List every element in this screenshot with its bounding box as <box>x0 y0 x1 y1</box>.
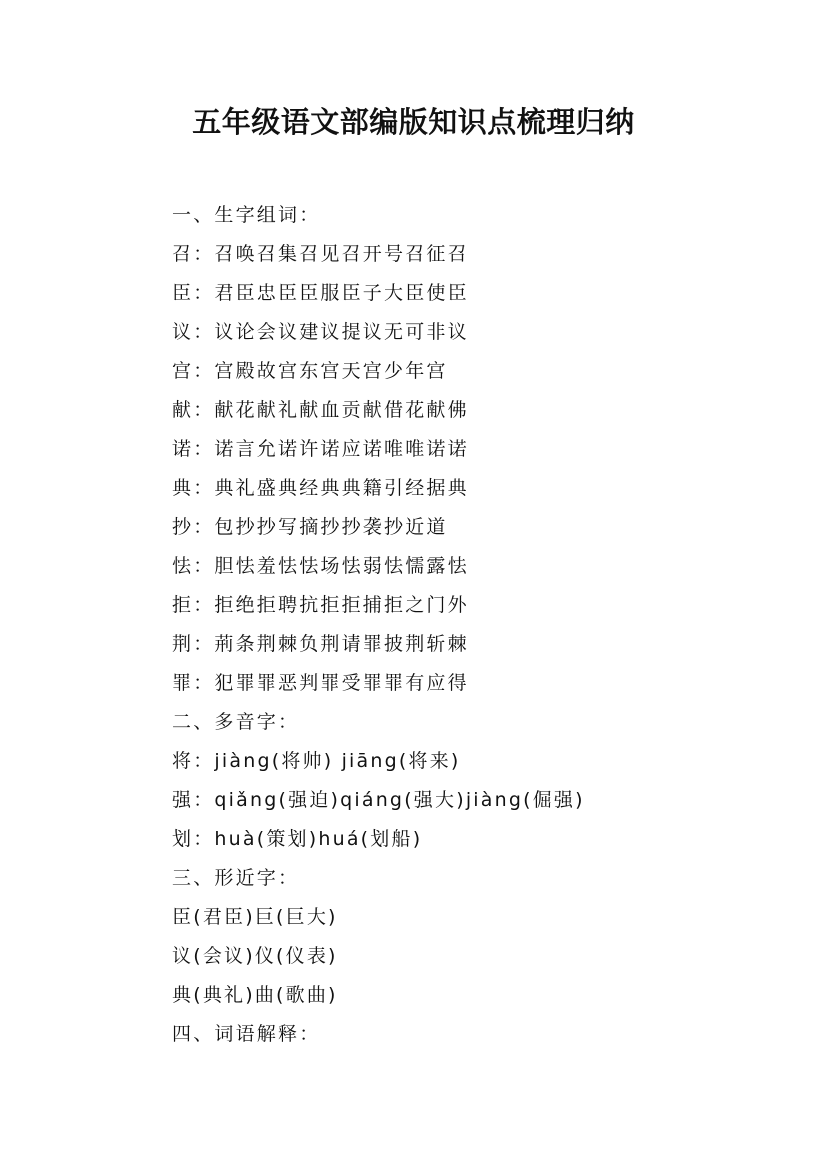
text-line: 怯：胆怯羞怯怯场怯弱怯懦露怯 <box>172 555 469 577</box>
text-line: 荆：荊条荆棘负荆请罪披荆斩棘 <box>172 633 469 655</box>
text-line: 议(会议)仪(仪表) <box>172 945 338 967</box>
text-line: 典(典礼)曲(歌曲) <box>172 984 338 1006</box>
section-heading: 一、生字组词： <box>172 204 321 226</box>
text-line: 罪：犯罪罪恶判罪受罪罪有应得 <box>172 672 469 694</box>
text-line: 诺：诺言允诺许诺应诺唯唯诺诺 <box>172 438 469 460</box>
text-line: 召：召唤召集召见召开号召征召 <box>172 243 469 265</box>
text-line: 典：典礼盛典经典典籍引经据典 <box>172 477 469 499</box>
text-line: 拒：拒绝拒聘抗拒拒捕拒之门外 <box>172 594 469 616</box>
text-line: 臣(君臣)巨(巨大) <box>172 906 338 928</box>
document-body <box>172 196 792 1054</box>
text-line: 臣：君臣忠臣臣服臣子大臣使臣 <box>172 282 469 304</box>
section-heading: 四、词语解释： <box>172 1023 321 1045</box>
text-line: 献：献花献礼献血贡献借花献佛 <box>172 399 469 421</box>
text-line: 宫：宫殿故宫东宫天宫少年宫 <box>172 360 448 382</box>
text-line: 将：jiàng(将帅) jiāng(将来) <box>172 750 461 772</box>
section-heading: 二、多音字： <box>172 711 300 733</box>
text-line: 强：qiǎng(强迫)qiáng(强大)jiàng(倔强) <box>172 789 585 811</box>
document-title: 五年级语文部编版知识点梳理归纳 <box>192 105 635 139</box>
text-line: 抄：包抄抄写摘抄抄袭抄近道 <box>172 516 448 538</box>
text-line: 议：议论会议建议提议无可非议 <box>172 321 469 343</box>
section-heading: 三、形近字： <box>172 867 300 889</box>
text-line: 划：huà(策划)huá(划船) <box>172 828 423 850</box>
